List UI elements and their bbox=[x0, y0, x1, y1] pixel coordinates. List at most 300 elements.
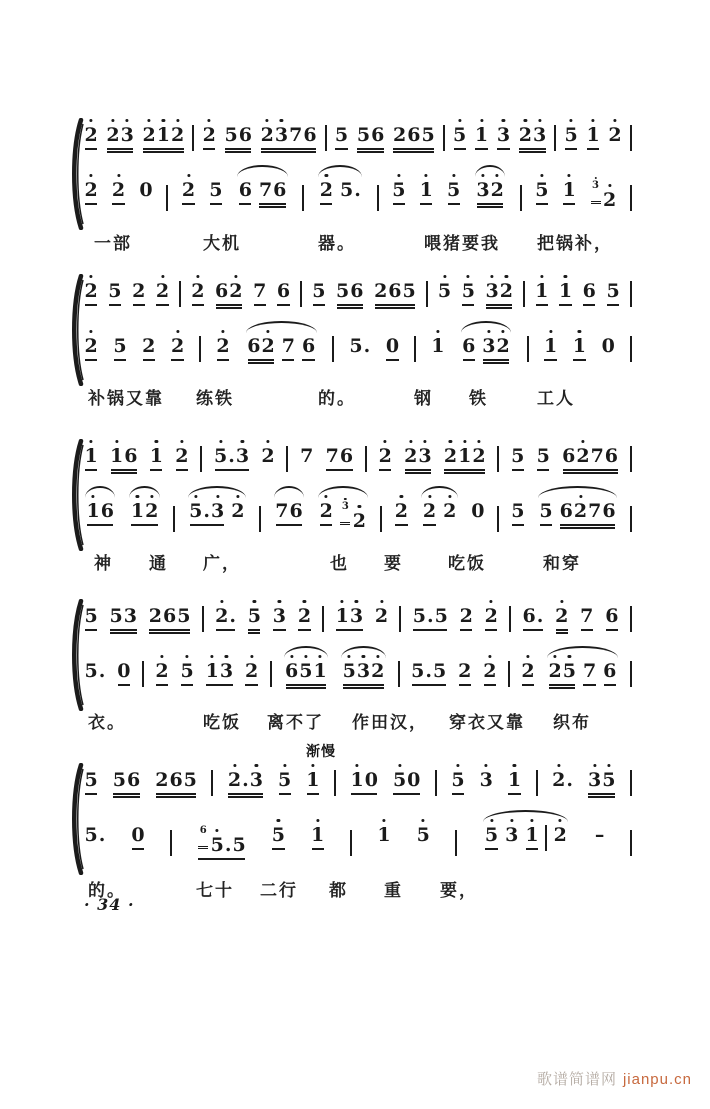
note-cluster bbox=[260, 124, 317, 147]
note-digit: 3 bbox=[249, 769, 263, 791]
note-digit: 5 bbox=[392, 179, 406, 201]
note-digit: 6 bbox=[303, 124, 317, 146]
lyric-syllable: 重 bbox=[384, 881, 403, 900]
note-digit: . bbox=[98, 824, 106, 846]
note-digit: 2 bbox=[483, 660, 497, 682]
note-digit: 5 bbox=[392, 769, 407, 791]
note-digit: 5 bbox=[84, 660, 98, 682]
note-cluster bbox=[507, 769, 521, 792]
note-digit: 2 bbox=[297, 605, 312, 627]
note-cluster bbox=[139, 179, 153, 202]
note-cluster bbox=[535, 179, 549, 202]
note-digit: 2 bbox=[132, 280, 146, 302]
note-digit: 5 bbox=[564, 124, 578, 146]
note-digit: 6 bbox=[562, 445, 576, 467]
note-digit: 5 bbox=[339, 179, 354, 201]
note-digit: . bbox=[566, 769, 573, 791]
barline bbox=[211, 770, 213, 796]
note-digit: 6 bbox=[350, 280, 364, 302]
note-cluster bbox=[84, 335, 98, 358]
note-digit: 6 bbox=[289, 500, 303, 522]
note-cluster bbox=[276, 280, 290, 303]
note-digit: 3 bbox=[587, 769, 602, 791]
note-cluster bbox=[112, 769, 140, 792]
slur-group bbox=[474, 179, 506, 202]
lyric-syllable: 二行 bbox=[260, 881, 298, 900]
note-digit: 6 bbox=[126, 769, 141, 791]
note-digit: 5 bbox=[433, 660, 447, 682]
note-cluster bbox=[562, 179, 576, 202]
note-cluster bbox=[319, 179, 333, 202]
barline bbox=[527, 336, 529, 362]
note-digit: 2 bbox=[548, 660, 562, 682]
voice2-line bbox=[84, 179, 632, 212]
note-digit: 1 bbox=[525, 824, 539, 846]
note-digit: 6 bbox=[522, 605, 536, 627]
note-cluster bbox=[227, 769, 263, 792]
note-cluster bbox=[474, 124, 488, 147]
note-digit: 1 bbox=[458, 445, 472, 467]
voice2-line bbox=[84, 500, 632, 533]
note-cluster bbox=[109, 605, 137, 628]
note-digit: 2 bbox=[603, 189, 617, 211]
note-digit: 2 bbox=[553, 824, 567, 846]
note-digit: 0 bbox=[117, 660, 131, 682]
note-digit: . bbox=[98, 660, 106, 682]
note-digit: 2 bbox=[261, 445, 275, 467]
note-cluster bbox=[587, 769, 615, 792]
note-digit: 5 bbox=[602, 769, 616, 791]
note-digit: 5 bbox=[112, 769, 126, 791]
barline bbox=[202, 606, 204, 632]
note-cluster bbox=[155, 769, 198, 792]
lyric-syllable: 补锅又靠 bbox=[88, 389, 164, 408]
note-digit: 2 bbox=[404, 445, 418, 467]
note-cluster bbox=[594, 824, 605, 847]
note-digit: 2 bbox=[84, 124, 98, 146]
note-digit: 6 bbox=[603, 660, 617, 682]
note-digit: 2 bbox=[170, 335, 185, 357]
note-digit: 1 bbox=[306, 769, 320, 791]
barline bbox=[630, 661, 632, 687]
note-digit: . bbox=[536, 605, 544, 627]
note-cluster bbox=[155, 280, 169, 303]
note-cluster bbox=[447, 179, 461, 202]
note-cluster bbox=[216, 335, 230, 358]
note-digit: 2 bbox=[111, 179, 126, 201]
note-cluster bbox=[392, 769, 420, 792]
note-digit: 5 bbox=[562, 660, 576, 682]
note-digit: 2 bbox=[394, 500, 409, 522]
voice-bracket-icon bbox=[69, 763, 84, 875]
note-cluster bbox=[601, 335, 615, 358]
note-digit: 3 bbox=[356, 660, 371, 682]
note-digit: 6 bbox=[273, 179, 287, 201]
note-cluster bbox=[84, 124, 98, 147]
note-digit: 1 bbox=[130, 500, 145, 522]
note-digit: 2 bbox=[155, 660, 169, 682]
note-digit: 2 bbox=[260, 124, 274, 146]
lyric-syllable: 大机 bbox=[203, 234, 241, 253]
note-digit: 6 bbox=[407, 124, 421, 146]
note-cluster bbox=[285, 660, 328, 683]
note-digit: 3 bbox=[479, 769, 493, 791]
note-digit: 5 bbox=[411, 660, 425, 682]
note-digit: 5 bbox=[177, 605, 191, 627]
note-cluster bbox=[197, 825, 246, 857]
slur-group bbox=[187, 500, 247, 523]
barline bbox=[365, 446, 367, 472]
note-cluster bbox=[339, 501, 367, 533]
note-cluster bbox=[356, 124, 384, 147]
note-digit: 1 bbox=[335, 605, 349, 627]
note-cluster bbox=[555, 605, 569, 628]
note-digit: 2 bbox=[202, 124, 216, 146]
note-cluster bbox=[325, 445, 353, 468]
note-cluster bbox=[505, 824, 519, 847]
voice1-line bbox=[84, 605, 632, 628]
barline bbox=[455, 830, 457, 856]
note-digit: 2 bbox=[576, 445, 590, 467]
note-cluster bbox=[108, 280, 122, 303]
barline bbox=[630, 606, 632, 632]
note-cluster bbox=[224, 124, 252, 147]
note-digit: . bbox=[354, 179, 361, 201]
note-digit: 1 bbox=[572, 335, 587, 357]
note-digit: 2 bbox=[374, 280, 388, 302]
note-cluster bbox=[462, 335, 476, 358]
note-digit: 2 bbox=[496, 335, 510, 357]
note-digit: . bbox=[224, 834, 232, 856]
note-cluster bbox=[559, 500, 616, 523]
note-digit: 6 bbox=[169, 769, 183, 791]
barline bbox=[302, 185, 304, 211]
lyric-syllable: 织布 bbox=[553, 713, 591, 732]
lyric-syllable: 的。 bbox=[318, 389, 356, 408]
note-cluster bbox=[155, 660, 169, 683]
note-digit: . bbox=[203, 500, 210, 522]
note-cluster bbox=[350, 769, 378, 792]
grace-note bbox=[591, 181, 601, 204]
note-cluster bbox=[281, 335, 295, 358]
note-cluster bbox=[539, 500, 553, 523]
lyric-syllable: 一部 bbox=[94, 234, 132, 253]
note-digit: 5 bbox=[536, 445, 550, 467]
note-digit: 6 bbox=[371, 124, 385, 146]
note-cluster bbox=[374, 605, 388, 628]
note-digit: 0 bbox=[471, 500, 485, 522]
note-digit: 3 bbox=[123, 605, 137, 627]
note-cluster bbox=[215, 605, 237, 628]
note-digit: 3 bbox=[505, 824, 519, 846]
note-digit: 6 bbox=[285, 660, 299, 682]
note-digit: 5 bbox=[336, 280, 350, 302]
voice-bracket-icon bbox=[69, 118, 84, 230]
note-digit: 6 bbox=[100, 500, 114, 522]
note-digit: – bbox=[594, 824, 605, 846]
note-digit: 2 bbox=[106, 124, 120, 146]
note-digit: 2 bbox=[392, 124, 407, 146]
note-digit: 1 bbox=[419, 179, 433, 201]
note-digit: 2 bbox=[155, 280, 170, 302]
note-cluster bbox=[392, 179, 406, 202]
note-cluster bbox=[84, 280, 98, 303]
note-digit: 5 bbox=[183, 769, 197, 791]
voice-bracket-icon bbox=[69, 274, 84, 386]
lyric-syllable: 练铁 bbox=[196, 389, 234, 408]
barline bbox=[414, 336, 416, 362]
note-digit: 5 bbox=[447, 179, 461, 201]
note-cluster bbox=[130, 500, 158, 523]
note-digit: 5 bbox=[84, 605, 98, 627]
note-digit: 1 bbox=[586, 124, 600, 146]
note-digit: 6 bbox=[238, 179, 252, 201]
note-cluster bbox=[84, 824, 106, 847]
note-cluster bbox=[582, 280, 596, 303]
note-digit: 2 bbox=[229, 280, 243, 302]
barline bbox=[142, 661, 144, 687]
note-digit: 2 bbox=[216, 335, 230, 357]
note-cluster bbox=[84, 769, 98, 792]
note-cluster bbox=[378, 445, 392, 468]
note-cluster bbox=[247, 605, 261, 628]
barline bbox=[192, 125, 194, 151]
note-digit: 7 bbox=[253, 280, 267, 302]
slur-group bbox=[460, 335, 513, 358]
note-digit: 6 bbox=[199, 825, 207, 836]
note-cluster bbox=[271, 824, 285, 847]
note-digit: 7 bbox=[580, 605, 594, 627]
note-digit: 2 bbox=[458, 660, 472, 682]
note-digit: 3 bbox=[349, 605, 364, 627]
note-digit: 5 bbox=[342, 660, 356, 682]
note-digit: 5 bbox=[271, 824, 286, 846]
note-digit: 0 bbox=[131, 824, 145, 846]
note-digit: 7 bbox=[275, 500, 289, 522]
note-cluster bbox=[170, 335, 184, 358]
barline bbox=[508, 661, 510, 687]
note-digit: 5 bbox=[113, 335, 127, 357]
note-cluster bbox=[484, 824, 498, 847]
barline bbox=[350, 830, 352, 856]
note-digit: 6 bbox=[163, 605, 177, 627]
slur-group bbox=[128, 500, 160, 523]
slur-group bbox=[245, 335, 318, 358]
note-cluster bbox=[202, 124, 216, 147]
barline bbox=[509, 606, 511, 632]
note-digit: 7 bbox=[325, 445, 339, 467]
note-digit: 5 bbox=[247, 605, 261, 627]
voice1-line bbox=[84, 445, 632, 468]
note-digit: 1 bbox=[313, 660, 327, 682]
note-cluster bbox=[374, 280, 417, 303]
note-digit: 2 bbox=[472, 445, 486, 467]
note-digit: . bbox=[363, 335, 371, 357]
note-digit: 3 bbox=[592, 181, 600, 200]
note-digit: 2 bbox=[319, 179, 333, 201]
note-digit: 5 bbox=[412, 605, 426, 627]
note-digit: 7 bbox=[258, 179, 273, 201]
note-cluster bbox=[605, 605, 619, 628]
slur-group bbox=[340, 660, 387, 683]
note-digit: 5 bbox=[453, 124, 467, 146]
note-cluster bbox=[300, 445, 314, 468]
note-cluster bbox=[603, 660, 617, 683]
voice-bracket-icon bbox=[69, 439, 84, 551]
note-digit: 5 bbox=[451, 769, 465, 791]
tempo-mark: 渐慢 bbox=[306, 743, 336, 759]
barline bbox=[426, 281, 428, 307]
note-cluster bbox=[335, 605, 363, 628]
note-cluster bbox=[564, 124, 578, 147]
note-cluster bbox=[181, 179, 195, 202]
note-digit: 2 bbox=[148, 605, 163, 627]
note-digit: . bbox=[426, 605, 434, 627]
note-digit: 7 bbox=[590, 445, 604, 467]
note-cluster bbox=[261, 445, 275, 468]
note-cluster bbox=[518, 124, 546, 147]
note-cluster bbox=[106, 124, 134, 147]
barline bbox=[520, 185, 522, 211]
note-cluster bbox=[482, 335, 510, 358]
note-digit: 5 bbox=[334, 124, 349, 146]
note-digit: 3 bbox=[418, 445, 432, 467]
note-cluster bbox=[278, 769, 292, 792]
note-cluster bbox=[608, 124, 622, 147]
note-digit: 3 bbox=[274, 124, 289, 146]
note-cluster bbox=[215, 280, 243, 303]
note-digit: 1 bbox=[558, 280, 573, 302]
note-cluster bbox=[342, 660, 385, 683]
voice1-line bbox=[84, 124, 632, 147]
note-digit: 2 bbox=[191, 280, 205, 302]
note-cluster bbox=[238, 179, 252, 202]
barline bbox=[173, 506, 175, 532]
note-digit: 7 bbox=[588, 500, 602, 522]
note-digit: 2 bbox=[84, 280, 98, 302]
note-cluster bbox=[511, 500, 525, 523]
note-digit: 6 bbox=[301, 335, 316, 357]
lyric-syllable: 要， bbox=[440, 881, 478, 900]
note-digit: 2 bbox=[490, 179, 504, 201]
note-digit: 5 bbox=[461, 280, 475, 302]
note-digit: 1 bbox=[205, 660, 219, 682]
note-digit: 2 bbox=[319, 500, 333, 522]
barline bbox=[179, 281, 181, 307]
note-digit: 5 bbox=[312, 280, 326, 302]
note-digit: 5 bbox=[356, 124, 371, 146]
note-digit: 3 bbox=[482, 335, 496, 357]
barline bbox=[536, 770, 538, 796]
lyric-syllable: 和穿 bbox=[543, 554, 581, 573]
barline bbox=[523, 281, 525, 307]
barline bbox=[259, 506, 261, 532]
note-cluster bbox=[272, 605, 286, 628]
note-digit: 7 bbox=[300, 445, 314, 467]
note-digit: 6 bbox=[238, 124, 252, 146]
note-digit: 2 bbox=[142, 124, 156, 146]
note-cluster bbox=[306, 769, 320, 792]
note-digit: 2 bbox=[443, 500, 457, 522]
lyric-syllable: 穿衣又靠 bbox=[449, 713, 525, 732]
note-digit: 2 bbox=[215, 605, 229, 627]
note-digit: 5 bbox=[416, 824, 430, 846]
note-digit: 7 bbox=[281, 335, 295, 357]
note-digit: 7 bbox=[582, 660, 597, 682]
note-cluster bbox=[437, 280, 451, 303]
note-cluster bbox=[149, 445, 163, 468]
note-digit: 1 bbox=[311, 824, 325, 846]
note-digit: 1 bbox=[377, 824, 391, 846]
note-digit: 3 bbox=[219, 660, 234, 682]
voice-bracket-icon bbox=[69, 599, 84, 711]
note-cluster bbox=[244, 660, 258, 683]
slur-group bbox=[317, 179, 363, 202]
note-cluster bbox=[377, 824, 391, 847]
note-cluster bbox=[422, 500, 436, 523]
note-cluster bbox=[394, 500, 408, 523]
note-digit: . bbox=[425, 660, 432, 682]
note-cluster bbox=[385, 335, 399, 358]
note-digit: 0 bbox=[407, 769, 421, 791]
note-digit: 2 bbox=[371, 660, 385, 682]
lyric-syllable: 神 bbox=[94, 554, 113, 573]
note-digit: 2 bbox=[499, 280, 513, 302]
note-cluster bbox=[580, 605, 594, 628]
lyric-syllable: 吃饭 bbox=[203, 713, 241, 732]
note-digit: 1 bbox=[156, 124, 171, 146]
note-digit: 6 bbox=[602, 500, 616, 522]
lyric-syllable: 都 bbox=[329, 881, 348, 900]
note-cluster bbox=[189, 500, 225, 523]
note-digit: 6 bbox=[462, 335, 476, 357]
lyric-syllable: 吃饭 bbox=[448, 554, 486, 573]
note-digit: 1 bbox=[110, 445, 124, 467]
note-cluster bbox=[553, 824, 567, 847]
note-cluster bbox=[461, 280, 475, 303]
barline bbox=[554, 125, 556, 151]
barline bbox=[630, 446, 632, 472]
note-cluster bbox=[84, 179, 98, 202]
note-digit: 2 bbox=[261, 335, 275, 357]
barline bbox=[435, 770, 437, 796]
note-digit: 3 bbox=[496, 124, 511, 146]
note-digit: 2 bbox=[459, 605, 473, 627]
note-digit: 2 bbox=[84, 179, 98, 201]
note-digit: 5 bbox=[484, 824, 499, 846]
note-cluster bbox=[404, 445, 432, 468]
barline bbox=[300, 281, 302, 307]
note-cluster bbox=[411, 660, 447, 683]
barline bbox=[322, 606, 324, 632]
note-digit: 3 bbox=[341, 502, 349, 521]
note-digit: 5 bbox=[224, 124, 238, 146]
note-cluster bbox=[412, 605, 448, 628]
note-digit: . bbox=[228, 445, 235, 467]
note-digit: 5 bbox=[232, 834, 246, 856]
note-cluster bbox=[582, 660, 596, 683]
slur-group bbox=[537, 500, 618, 523]
barline bbox=[630, 281, 632, 307]
slur-group bbox=[546, 660, 619, 683]
note-cluster bbox=[552, 769, 574, 792]
note-cluster bbox=[416, 824, 430, 847]
barline bbox=[286, 446, 288, 472]
voice2-line bbox=[84, 824, 632, 857]
note-digit: 2 bbox=[145, 500, 159, 522]
lyric-syllable: 喂猪要我 bbox=[424, 234, 500, 253]
note-cluster bbox=[471, 500, 485, 523]
